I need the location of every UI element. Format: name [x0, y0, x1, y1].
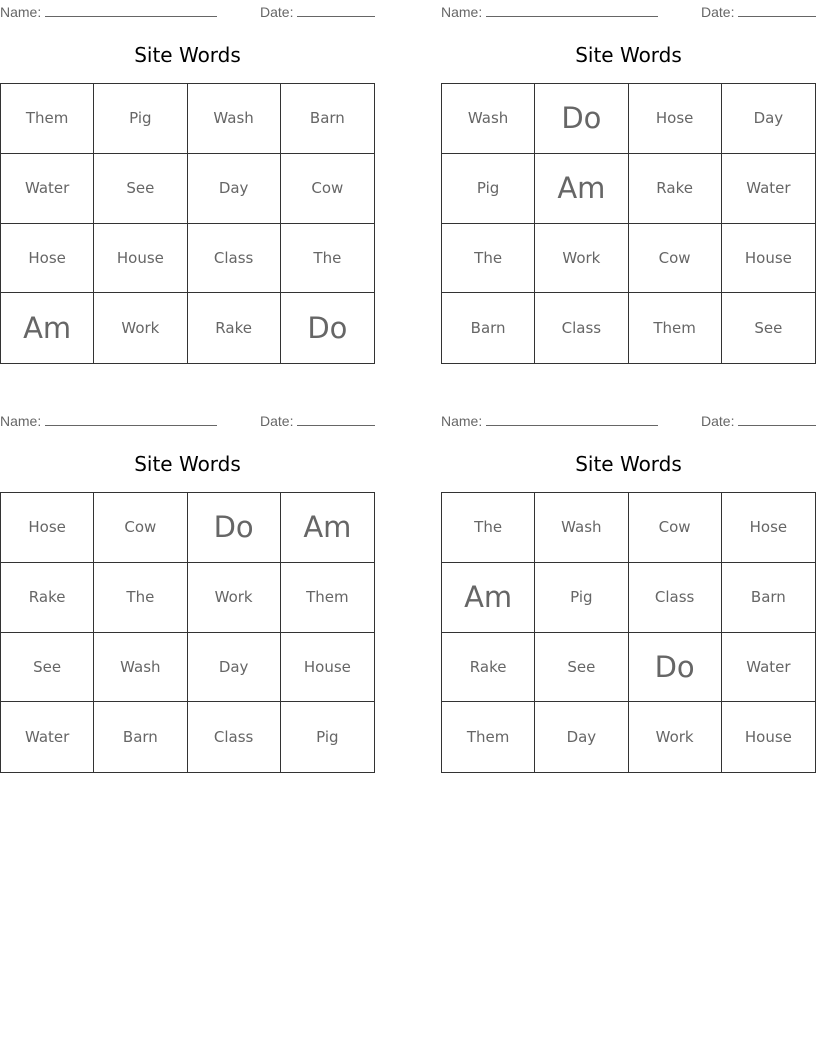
grid-cell: Wash: [188, 84, 281, 154]
grid-cell: House: [281, 633, 374, 703]
grid-cell: Work: [629, 702, 722, 772]
grid-cell: Cow: [281, 154, 374, 224]
grid-cell: Barn: [442, 293, 535, 363]
grid-cell: Rake: [188, 293, 281, 363]
name-label: Name:: [0, 413, 42, 429]
card-title: Site Words: [575, 452, 682, 476]
grid-cell: Them: [1, 84, 94, 154]
grid-cell: Cow: [94, 493, 187, 563]
grid-cell: Barn: [722, 563, 815, 633]
grid-cell: Them: [281, 563, 374, 633]
card-title: Site Words: [575, 43, 682, 67]
date-blank-line: [738, 412, 816, 426]
grid-cell: The: [442, 493, 535, 563]
grid-cell: Hose: [722, 493, 815, 563]
name-field: [0, 3, 217, 20]
grid-cell: Water: [1, 154, 94, 224]
name-field: [441, 3, 658, 20]
name-blank-line: [486, 3, 658, 17]
name-blank-line: [45, 412, 217, 426]
grid-cell: Pig: [442, 154, 535, 224]
name-blank-line: [486, 412, 658, 426]
card-title: Site Words: [134, 452, 241, 476]
grid-cell: Work: [188, 563, 281, 633]
date-blank-line: [297, 412, 375, 426]
grid-cell: Class: [188, 702, 281, 772]
date-field: [701, 412, 816, 429]
grid-cell: Rake: [629, 154, 722, 224]
grid-cell: Pig: [316, 728, 339, 747]
grid-cell: Work: [94, 293, 187, 363]
grid-cell: House: [722, 224, 815, 294]
grid-cell: Am: [281, 493, 374, 563]
grid-cell: The: [442, 224, 535, 294]
name-field: [0, 412, 217, 429]
grid-cell: Rake: [1, 563, 94, 633]
grid-cell: Am: [442, 563, 535, 633]
date-label: Date:: [701, 413, 735, 429]
grid-cell: Do: [188, 493, 281, 563]
date-label: Date:: [260, 413, 294, 429]
date-field: [260, 3, 375, 20]
grid-cell: Class: [535, 293, 628, 363]
grid-cell: Cow: [629, 493, 722, 563]
grid-cell: See: [94, 154, 187, 224]
bingo-card: [0, 409, 375, 773]
grid-cell: Do: [629, 633, 722, 703]
card-title: Site Words: [134, 43, 241, 67]
grid-cell: Hose: [1, 224, 94, 294]
bingo-card: [441, 0, 816, 364]
grid-cell: The: [281, 224, 374, 294]
name-blank-line: [45, 3, 217, 17]
date-blank-line: [297, 3, 375, 17]
grid-cell: Day: [188, 633, 281, 703]
grid-cell: Am: [535, 154, 628, 224]
grid-cell: Pig: [535, 563, 628, 633]
grid-cell: Day: [188, 154, 281, 224]
grid-cell: Pig: [94, 84, 187, 154]
name-field: [441, 412, 658, 429]
grid-cell: Hose: [1, 493, 94, 563]
grid-cell: Class: [188, 224, 281, 294]
grid-cell: Day: [722, 84, 815, 154]
grid-cell: Them: [629, 293, 722, 363]
grid-cell: Barn: [94, 702, 187, 772]
grid-cell: Water: [722, 154, 815, 224]
date-blank-line: [738, 3, 816, 17]
name-label: Name:: [0, 4, 42, 20]
grid-cell: See: [754, 319, 783, 338]
bingo-card: [441, 409, 816, 773]
word-grid: [441, 83, 816, 364]
grid-cell: Do: [535, 84, 628, 154]
grid-cell: Work: [535, 224, 628, 294]
grid-cell: Class: [629, 563, 722, 633]
word-grid: [0, 492, 375, 773]
grid-cell: Cow: [629, 224, 722, 294]
date-field: [701, 3, 816, 20]
grid-cell: Barn: [281, 84, 374, 154]
grid-cell: Them: [442, 702, 535, 772]
grid-cell: House: [744, 728, 792, 747]
date-field: [260, 412, 375, 429]
date-label: Date:: [701, 4, 735, 20]
grid-cell: Day: [535, 702, 628, 772]
grid-cell: Water: [722, 633, 815, 703]
grid-cell: Am: [1, 293, 94, 363]
grid-cell: Rake: [442, 633, 535, 703]
date-label: Date:: [260, 4, 294, 20]
grid-cell: Wash: [442, 84, 535, 154]
word-grid: [441, 492, 816, 773]
grid-cell: Do: [307, 311, 348, 346]
grid-cell: House: [94, 224, 187, 294]
name-label: Name:: [441, 413, 483, 429]
grid-cell: Wash: [94, 633, 187, 703]
bingo-card: [0, 0, 375, 364]
grid-cell: See: [535, 633, 628, 703]
grid-cell: Hose: [629, 84, 722, 154]
grid-cell: Wash: [535, 493, 628, 563]
grid-cell: See: [1, 633, 94, 703]
name-label: Name:: [441, 4, 483, 20]
grid-cell: The: [94, 563, 187, 633]
grid-cell: Water: [1, 702, 94, 772]
word-grid: [0, 83, 375, 364]
